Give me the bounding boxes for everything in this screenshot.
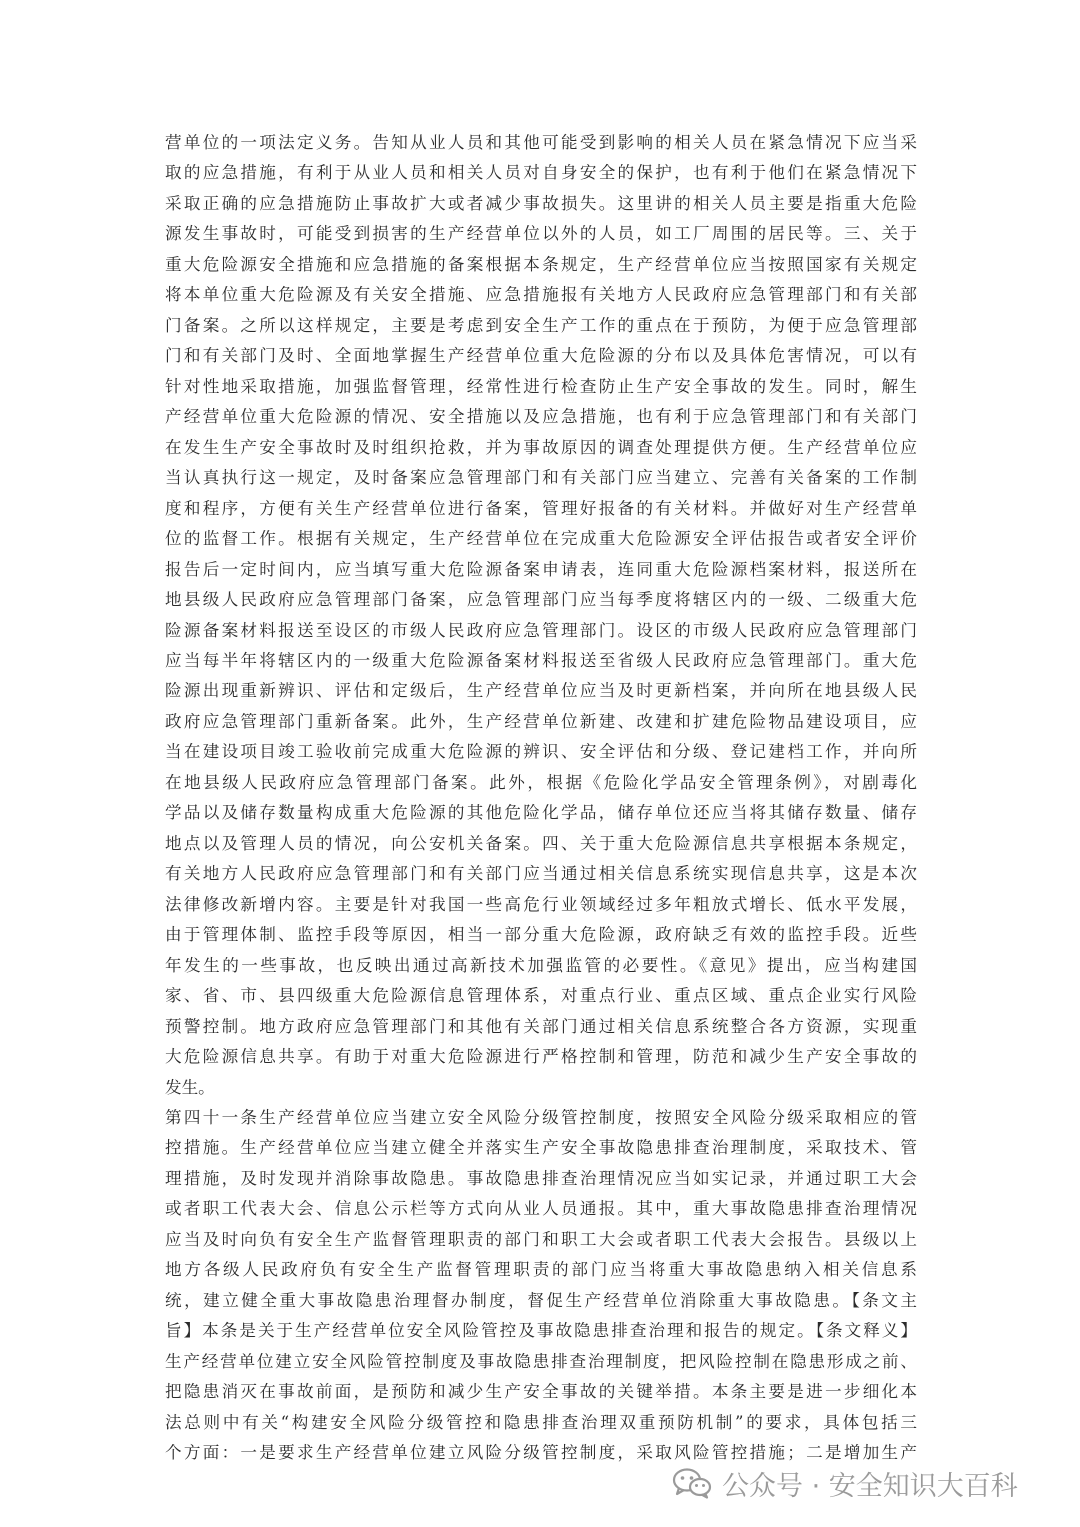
- text-line: 度和程序，方便有关生产经营单位进行备案，管理好报备的有关材料。并做好对生产经营单: [165, 498, 917, 518]
- text-line: 法律修改新增内容。主要是针对我国一些高危行业领域经过多年粗放式增长、低水平发展，: [165, 894, 917, 914]
- text-line: 或者职工代表大会、信息公示栏等方式向从业人员通报。其中，重大事故隐患排查治理情况: [165, 1199, 917, 1219]
- text-line: 统，建立健全重大事故隐患治理督办制度，督促生产经营单位消除重大事故隐患。【条文主: [165, 1290, 917, 1310]
- text-line: 在发生生产安全事故时及时组织抢救，并为事故原因的调查处理提供方便。生产经营单位应: [165, 437, 917, 457]
- text-line: 有关地方人民政府应急管理部门和有关部门应当通过相关信息系统实现信息共享，这是本次: [165, 864, 917, 884]
- text-line: 应当每半年将辖区内的一级重大危险源备案材料报送至省级人民政府应急管理部门。重大危: [165, 650, 917, 670]
- text-line: 年发生的一些事故，也反映出通过高新技术加强监管的必要性。《意见》提出，应当构建国: [165, 955, 917, 975]
- text-line: 位的监督工作。根据有关规定，生产经营单位在完成重大危险源安全评估报告或者安全评价: [165, 529, 917, 549]
- text-line: 门备案。之所以这样规定，主要是考虑到安全生产工作的重点在于预防，为便于应急管理部: [165, 315, 917, 335]
- text-line: 由于管理体制、监控手段等原因，相当一部分重大危险源，政府缺乏有效的监控手段。近些: [165, 925, 917, 945]
- text-line: 地点以及管理人员的情况，向公安机关备案。四、关于重大危险源信息共享根据本条规定，: [165, 833, 917, 853]
- text-line: 控措施。生产经营单位应当建立健全并落实生产安全事故隐患排查治理制度，采取技术、管: [165, 1138, 917, 1158]
- text-line: 把隐患消灭在事故前面，是预防和减少生产安全事故的关键举措。本条主要是进一步细化本: [165, 1382, 917, 1402]
- text-line: 产经营单位重大危险源的情况、安全措施以及应急措施，也有利于应急管理部门和有关部门: [165, 407, 917, 427]
- text-line: 应当及时向负有安全生产监督管理职责的部门和职工大会或者职工代表大会报告。县级以上: [165, 1229, 917, 1249]
- text-line: 重大危险源安全措施和应急措施的备案根据本条规定，生产经营单位应当按照国家有关规定: [165, 254, 917, 274]
- text-line: 险源备案材料报送至设区的市级人民政府应急管理部门。设区的市级人民政府应急管理部门: [165, 620, 917, 640]
- text-line: 险源出现重新辨识、评估和定级后，生产经营单位应当及时更新档案，并向所在地县级人民: [165, 681, 917, 701]
- watermark-text: 公众号 · 安全知识大百科: [722, 1470, 1018, 1502]
- wechat-icon: [672, 1467, 712, 1499]
- text-line: 家、省、市、县四级重大危险源信息管理体系，对重点行业、重点区域、重点企业实行风险: [165, 986, 917, 1006]
- text-line: 法总则中有关“构建安全风险分级管控和隐患排查治理双重预防机制”的要求，具体包括三: [165, 1412, 917, 1432]
- text-line: 预警控制。地方政府应急管理部门和其他有关部门通过相关信息系统整合各方资源，实现重: [165, 1016, 917, 1036]
- text-line: 取的应急措施，有利于从业人员和相关人员对自身安全的保护，也有利于他们在紧急情况下: [165, 163, 917, 183]
- text-line: 地方各级人民政府负有安全生产监督管理职责的部门应当将重大事故隐患纳入相关信息系: [165, 1260, 917, 1280]
- text-line: 旨】本条是关于生产经营单位安全风险管控及事故隐患排查治理和报告的规定。【条文释义】: [165, 1321, 917, 1341]
- text-line: 将本单位重大危险源及有关安全措施、应急措施报有关地方人民政府应急管理部门和有关部: [165, 285, 917, 305]
- document-body: [165, 128, 917, 1469]
- text-line: 政府应急管理部门重新备案。此外，生产经营单位新建、改建和扩建危险物品建设项目，应: [165, 711, 917, 731]
- text-line: 当在建设项目竣工验收前完成重大危险源的辨识、安全评估和分级、登记建档工作，并向所: [165, 742, 917, 762]
- text-line: 门和有关部门及时、全面地掌握生产经营单位重大危险源的分布以及具体危害情况，可以有: [165, 346, 917, 366]
- text-line: 当认真执行这一规定，及时备案应急管理部门和有关部门应当建立、完善有关备案的工作制: [165, 468, 917, 488]
- text-line: 营单位的一项法定义务。告知从业人员和其他可能受到影响的相关人员在紧急情况下应当采: [165, 133, 917, 152]
- text-line: 源发生事故时，可能受到损害的生产经营单位以外的人员，如工厂周围的居民等。三、关于: [165, 224, 917, 244]
- text-line: 地县级人民政府应急管理部门备案，应急管理部门应当每季度将辖区内的一级、二级重大危: [165, 590, 917, 610]
- text-line: 学品以及储存数量构成重大危险源的其他危险化学品，储存单位还应当将其储存数量、储存: [165, 803, 917, 823]
- paragraph-end-line: 发生。: [165, 1077, 215, 1097]
- text-line: 个方面：一是要求生产经营单位建立风险分级管控制度，采取风险管控措施；二是增加生产: [165, 1443, 917, 1463]
- text-line: 理措施，及时发现并消除事故隐患。事故隐患排查治理情况应当如实记录，并通过职工大会: [165, 1168, 917, 1188]
- text-line: 针对性地采取措施，加强监督管理，经常性进行检查防止生产安全事故的发生。同时，解生: [165, 376, 917, 396]
- text-line: 大危险源信息共享。有助于对重大危险源进行严格控制和管理，防范和减少生产安全事故的: [165, 1047, 917, 1067]
- text-line: 在地县级人民政府应急管理部门备案。此外，根据《危险化学品安全管理条例》，对剧毒化: [165, 772, 917, 792]
- wechat-watermark: [672, 1458, 1018, 1508]
- text-line: 生产经营单位建立安全风险管控制度及事故隐患排查治理制度，把风险控制在隐患形成之前、: [165, 1351, 917, 1371]
- text-line: 报告后一定时间内，应当填写重大危险源备案申请表，连同重大危险源档案材料，报送所在: [165, 559, 917, 579]
- article-heading-line: 第四十一条生产经营单位应当建立安全风险分级管控制度，按照安全风险分级采取相应的管: [165, 1108, 917, 1127]
- text-line: 采取正确的应急措施防止事故扩大或者减少事故损失。这里讲的相关人员主要是指重大危险: [165, 193, 917, 213]
